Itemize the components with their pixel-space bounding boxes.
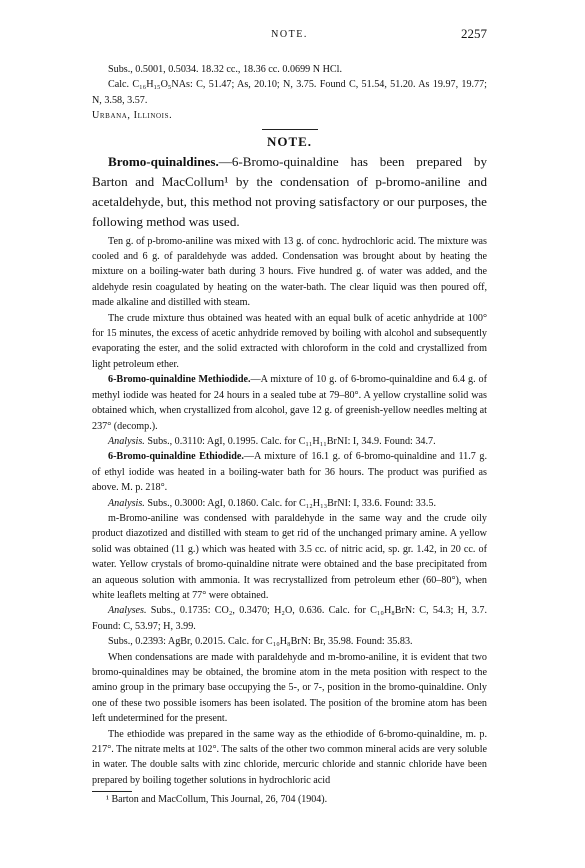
analyses-line xyxy=(92,603,487,634)
section-divider xyxy=(262,129,318,130)
paragraph-crude-mixture: The crude mixture thus obtained was heated with an equal bulk of acetic anhydride at 100° for 15 minutes, the excess of acetic anhydride removed by boiling with alcohol and subsequently evaporating the ester, and the solid extracted with chloroform in the cold and crystallized from light petroleum ether. xyxy=(92,312,487,370)
intro-text: —6-Bromo-quinaldine has been prepared by Barton and MacCollum¹ by the condensation of p-bromo-aniline and acetaldehyde, but, this method not proving satisfactory or our purposes, the following method was used. xyxy=(92,153,487,229)
analyses-text: Subs., 0.1735: CO₂, 0.3470; H₂O, 0.636. Calc. for C₁₀H₈BrN: C, 54.3; H, 3.7. Found: C, 53.97; H, 3.99. xyxy=(92,605,487,632)
paragraph-condensations: When condensations are made with paraldehyde and m-bromo-aniline, it is evident that two bromo-quinaldines may be obtained, the bromine atom in the meta position with respect to the amino group in the primary base occupying the 5-, or 7-, position in the bromo-quinaldine. Only one of these two possible isomers has been isolated. The position of the bromine atom has been left undetermined for the present. xyxy=(92,651,487,725)
analysis-label: Analysis. xyxy=(108,497,145,509)
ethiodide-heading: 6-Bromo-quinaldine Ethiodide. xyxy=(108,451,244,463)
intro-paragraph xyxy=(92,152,487,232)
analysis-text: Subs., 0.3000: AgI, 0.1860. Calc. for C₁₂H₁₃BrNI: I, 33.6. Found: 33.5. xyxy=(144,497,436,509)
paragraph-m-bromo-aniline: m-Bromo-aniline was condensed with paraldehyde in the same way and the crude oily product diazotized and distilled with steam to get rid of the unchanged primary amine. A yellow solid was obtained (11 g.) which was heated with 3.5 cc. of nitric acid, sp. gr. 1.42, in 20 cc. of water. Yellow crystals of bromo-quinaldine nitrate were obtained and the base precipitated from an aqueous solution with ammonia. It was recrystallized from petroleum ether (60–80°), when white leaflets melting at 77° were obtained. xyxy=(92,512,487,601)
note-heading: NOTE. xyxy=(266,133,313,149)
analyses-label: Analyses. xyxy=(108,605,147,617)
analysis-methiodide xyxy=(92,434,487,449)
footnote: ¹ Barton and MacCollum, This Journal, 26, 704 (1904). xyxy=(106,794,328,806)
subs-line: Subs., 0.5001, 0.5034. 18.32 cc., 18.36 cc. 0.0699 N HCl. xyxy=(108,64,342,75)
analysis-label: Analysis. xyxy=(108,435,145,447)
footnote-rule xyxy=(92,791,132,792)
analysis-ethiodide xyxy=(92,496,487,511)
paragraph-preparation: Ten g. of p-bromo-aniline was mixed with 13 g. of conc. hydrochloric acid. The mixture was cooled and 6 g. of paraldehyde was added. Condensation was brought about by heating the mixture on a boiling-water bath during 3 hours. Five hundred g. of water was added, and the aldehyde resin coagulated by heating on the water-bath. The clear liquid was then poured off, made alkaline and distilled with steam. xyxy=(92,235,487,309)
paragraph-ethiodide xyxy=(92,449,487,495)
page-header xyxy=(92,26,487,46)
paragraph-ethiodide-prep: The ethiodide was prepared in the same way as the ethiodide of 6-bromo-quinaldine, m. p. 217°. The nitrate melts at 102°. The salts of the other two common mineral acids are very soluble in water. The double salts with zinc chloride, mercuric chloride and stannic chloride have been prepared by boiling together solutions in hydrochloric acid xyxy=(92,728,487,786)
page-number: 2257 xyxy=(461,26,487,41)
paragraph-methiodide xyxy=(92,372,487,434)
subs-bromine-line: Subs., 0.2393: AgBr, 0.2015. Calc. for C₁₀H₈BrN: Br, 35.98. Found: 35.83. xyxy=(108,636,413,648)
location-line: Urbana, Illinois. xyxy=(92,110,173,122)
methiodide-text: —A mixture of 10 g. of 6-bromo-quinaldine and 6.4 g. of methyl iodide was heated for 24 hours in a sealed tube at 79–80°. A yellow crystalline solid was obtained which, when crystallized from alcohol, gave 12 g. of greenish-yellow needles melting at 237° (decomp.). xyxy=(92,374,487,432)
methiodide-heading: 6-Bromo-quinaldine Methiodide. xyxy=(108,374,251,386)
page-body xyxy=(92,62,487,806)
calc-line: Calc. C₁₆H₁₅O₅NAs: C, 51.47; As, 20.10; N, 3.75. Found C, 51.54, 51.20. As 19.97, 19.77; N, 3.58, 3.57. xyxy=(92,79,487,106)
running-title: NOTE. xyxy=(271,29,308,40)
intro-run-in-heading: Bromo-quinaldines. xyxy=(108,153,219,169)
analysis-text: Subs., 0.3110: AgI, 0.1995. Calc. for C₁₁H₁₁BrNI: I, 34.9. Found: 34.7. xyxy=(144,435,436,447)
ethiodide-text: —A mixture of 16.1 g. of 6-bromo-quinaldine and 11.7 g. of ethyl iodide was heated in a boiling-water bath for 36 hours. The product was purified as above. M. p. 218°. xyxy=(92,451,487,494)
